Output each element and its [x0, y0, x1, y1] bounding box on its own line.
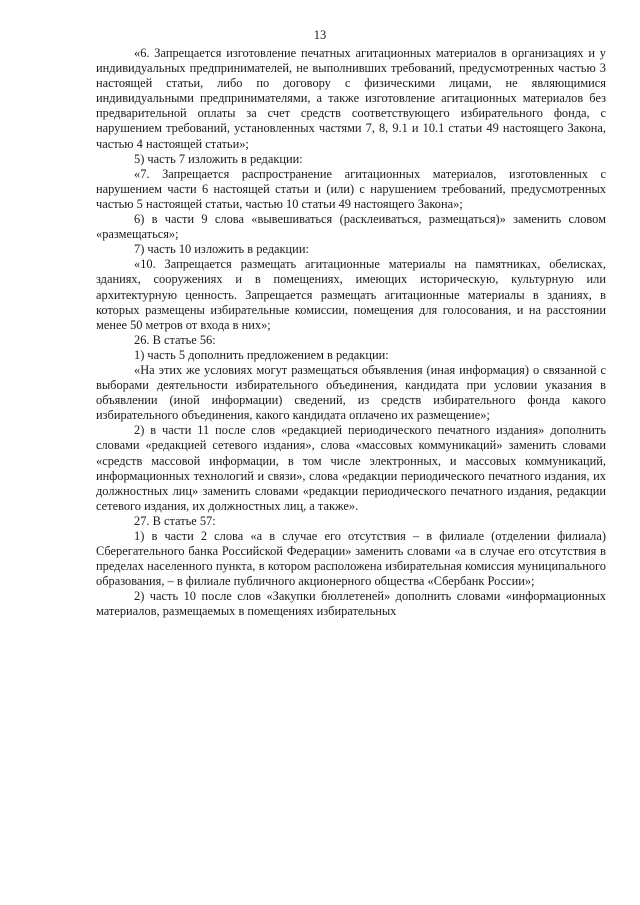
paragraph-article-56-item-1: 1) часть 5 дополнить предложением в редакции: — [134, 347, 389, 362]
paragraph-article-56-heading: 26. В статье 56: — [134, 332, 216, 347]
paragraph-item-7: 7) часть 10 изложить в редакции: — [134, 242, 309, 257]
paragraph-article-57-item-2: 2) часть 10 после слов «Закупки бюллетеней» дополнить словами «информационных материалов, размещаемых в помещениях избирательных — [96, 589, 606, 619]
paragraph-part-10: «10. Запрещается размещать агитационные материалы на памятниках, обелисках, зданиях, сооружениях и в помещениях, имеющих историческую, культурную или архитектурную ценность. Запрещается размещать агитационные материалы в зданиях, в которых размещены избирательные комиссии, помещения для голосования, и на расстоянии менее 50 метров от входа в них»; — [96, 257, 606, 332]
page-number: 13 — [313, 28, 327, 42]
paragraph-item-5: 5) часть 7 изложить в редакции: — [134, 151, 303, 166]
paragraph-part-7: «7. Запрещается распространение агитационных материалов, изготовленных с нарушением части 6 настоящей статьи и (или) с нарушением требований, предусмотренных частью 5 настоящей статьи, частью 10 статьи 49 настоящего Закона»; — [96, 166, 606, 211]
paragraph-article-56-quote: «На этих же условиях могут размещаться объявления (иная информация) о связанной с выборами деятельности избирательного объединения, кандидата при условии указания в объявлении (иной информации) сведений, из средств избирательного фонда какого избирательного объединения, какого кандидата оплачено их размещение»; — [96, 362, 606, 423]
paragraph-article-57-item-1: 1) в части 2 слова «а в случае его отсутствия – в филиале (отделении филиала) Сберегательного банка Российской Федерации» заменить словами «а в случае его отсутствия в пределах населенного пункта, в котором расположена избирательная комиссия муниципального образования, – в филиале публичного акционерного общества «Сбербанк России»; — [96, 529, 606, 589]
paragraph-article-57-heading: 27. В статье 57: — [134, 513, 216, 528]
paragraph-article-56-item-2: 2) в части 11 после слов «редакцией периодического печатного издания» дополнить словами «редакцией сетевого издания», слова «массовых коммуникаций» заменить словами «средств массовой информации, в том числе электронных, и массовых коммуникаций, информационных технологий и связи», слова «редакции периодического печатного издания, их должностных лиц» заменить словами «редакции периодического печатного издания, редакции сетевого издания, их должностных лиц, а также». — [96, 423, 606, 513]
document-body — [96, 46, 606, 620]
paragraph-part-6: «6. Запрещается изготовление печатных агитационных материалов в организациях и у индивидуальных предпринимателей, не выполнивших требований, предусмотренных частью 3 настоящей статьи, либо по договору с физическими лицами, не являющимися индивидуальными предпринимателями, а также изготовление агитационных материалов без предварительной оплаты за счет средств соответствующего избирательного фонда, с нарушением требований, установленных частями 7, 8, 9.1 и 10.1 статьи 49 настоящего Закона, частью 4 настоящей статьи»; — [96, 46, 606, 151]
paragraph-item-6: 6) в части 9 слова «вывешиваться (расклеиваться, размещаться)» заменить словом «размещаться»; — [96, 212, 606, 242]
